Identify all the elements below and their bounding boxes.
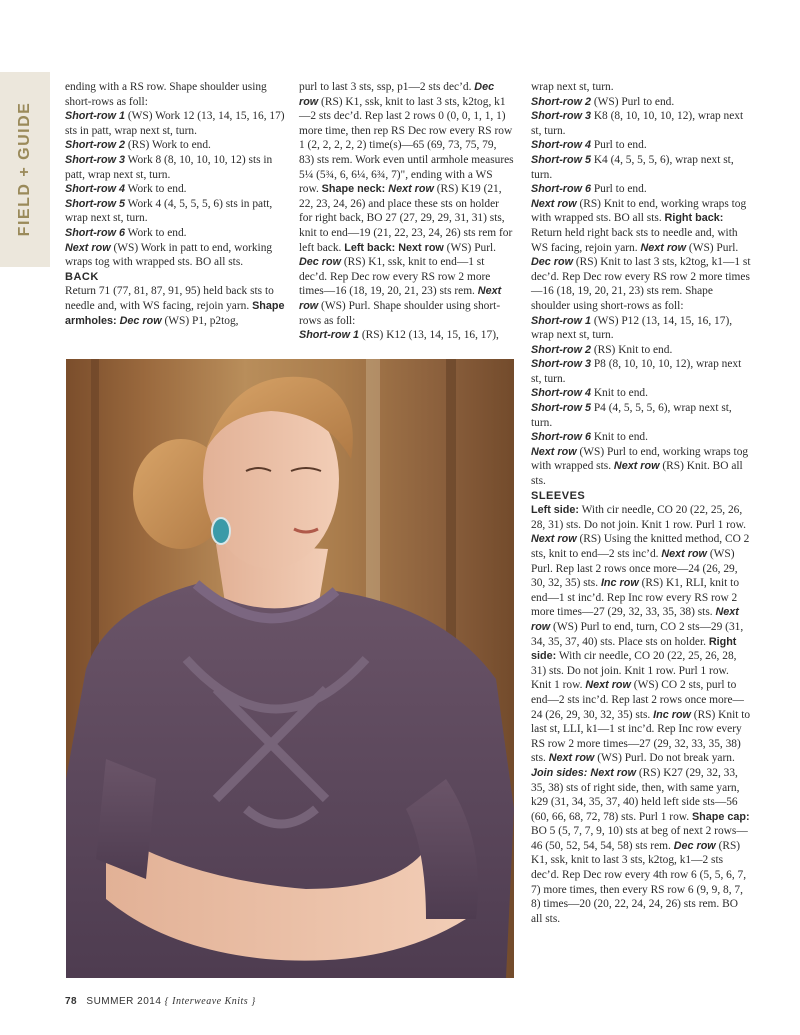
paragraph: Left side: With cir needle, CO 20 (22, 25, 26, 28, 31) sts. Do not join. Knit 1 row. Purl 1 row. Next row (RS) Using the knitted method, CO 2 sts, knit to end—2 sts inc’d. Next row (WS) Purl. Rep last 2 rows once more—24 (26, 29, 30, 32, 35) sts. Inc row (RS) K1, RLI, knit to end—1 st inc’d. Rep Inc row every RS row 2 more times—27 (29, 32, 33, 35, 38) sts. Next row (WS) Purl to end, turn, CO 2 sts—29 (31, 34, 35, 37, 40) sts. Place sts on holder. Right side: With cir needle, CO 20 (22, 25, 26, 28, 31) sts. Do not join. Knit 1 row. Purl 1 row. Knit 1 row. Next row (WS) CO 2 sts, purl to end—2 sts inc’d. Rep last 2 rows once more—24 (26, 29, 30, 32, 35) sts. Inc row (RS) Knit to last st, LLI, k1—1 st inc’d. Rep Inc row every RS row 2 more times—27 (29, 32, 33, 35, 38) sts. Next row (WS) Purl. Do not break yarn. Join sides: Next row (RS) K27 (29, 32, 33, 35, 38) sts of right side, then, with same yarn, k29 (31, 34, 35, 37, 40) held left side sts—56 (60, 66, 68, 72, 78) sts. Purl 1 row. Shape cap: BO 5 (5, 7, 7, 9, 10) sts at beg of next 2 rows—46 (50, 52, 54, 54, 58) sts rem. Dec row (RS) K1, ssk, knit to last 3 sts, k2tog, k1—2 sts dec’d. Rep Dec row every 4th row 6 (5, 5, 6, 7, 7) more times, then every RS row 6 (9, 9, 8, 7, 8) times—20 (20, 22, 24, 24, 26) sts rem. BO all sts.	[531, 504, 751, 925]
paragraph: Next row (RS) Knit to end, working wraps tog with wrapped sts. BO all sts. Right back: Return held right back sts to needle and, with WS facing, rejoin yarn. Next row (WS) Purl. Dec row (RS) Knit to last 3 sts, k2tog, k1—1 st dec’d. Rep Dec row every RS row 2 more times—16 (18, 19, 20, 21, 23) sts rem. Shape shoulder using short-rows as foll:	[531, 197, 751, 312]
paragraph: purl to last 3 sts, ssp, p1—2 sts dec’d. Dec row (RS) K1, ssk, knit to last 3 sts, k2tog, k1—2 sts dec’d. Rep last 2 rows 0 (0, 0, 1, 1, 1) more time, then rep RS Dec row every RS row 1 (2, 2, 2, 2, 2) time(s)—65 (69, 73, 75, 79, 83) sts rem. Work even until armhole measures 5¼ (5¾, 6, 6¼, 6¾, 7)", ending with a WS row. Shape neck: Next row (RS) K19 (21, 22, 23, 24, 26) and place these sts on holder for right back, BO 27 (27, 29, 29, 31, 31) sts, knit to end—19 (21, 22, 23, 24, 26) sts rem for left back. Left back: Next row (WS) Purl. Dec row (RS) K1, ssk, knit to end—1 st dec’d. Rep Dec row every RS row 2 more times—16 (18, 19, 20, 21, 23) sts rem. Next row (WS) Purl. Shape shoulder using short-rows as foll:	[299, 81, 514, 327]
paragraph: ending with a RS row. Shape shoulder using short-rows as foll:	[65, 81, 267, 108]
section-heading-sleeves: SLEEVES	[531, 489, 586, 502]
list-item: Short-row 6 Purl to end.	[531, 183, 647, 196]
text-column-2	[299, 80, 514, 343]
list-item: Short-row 3 Work 8 (8, 10, 10, 10, 12) sts in patt, wrap next st, turn.	[65, 153, 273, 181]
list-item: Short-row 1 (WS) P12 (13, 14, 15, 16, 17), wrap next st, turn.	[531, 314, 733, 342]
list-item: Short-row 2 (RS) Knit to end.	[531, 343, 673, 356]
model-photo	[66, 359, 514, 978]
section-tab	[0, 72, 50, 267]
text-column-1	[65, 80, 285, 328]
list-item: Short-row 3 K8 (8, 10, 10, 10, 12), wrap next st, turn.	[531, 110, 744, 137]
paragraph: Return 71 (77, 81, 87, 91, 95) held back sts to needle and, with WS facing, rejoin yarn. Shape armholes: Dec row (WS) P1, p2tog,	[65, 285, 285, 327]
list-item: Short-row 1 (RS) K12 (13, 14, 15, 16, 17),	[299, 329, 499, 342]
section-tab-label: FIELD + GUIDE	[16, 101, 33, 237]
list-item: Short-row 1 (WS) Work 12 (13, 14, 15, 16, 17) sts in patt, wrap next st, turn.	[65, 110, 285, 137]
list-item: Short-row 5 K4 (4, 5, 5, 5, 6), wrap next st, turn.	[531, 153, 734, 181]
list-item: Short-row 3 P8 (8, 10, 10, 10, 12), wrap next st, turn.	[531, 358, 742, 385]
earring	[212, 518, 230, 544]
section-heading-back: BACK	[65, 270, 99, 283]
magazine-name: { Interweave Knits }	[164, 996, 256, 1007]
issue-label: SUMMER 2014	[86, 996, 162, 1007]
page-footer	[65, 996, 256, 1007]
text-column-3	[531, 80, 751, 926]
list-item: Short-row 2 (WS) Purl to end.	[531, 95, 675, 108]
list-item: Short-row 6 Work to end.	[65, 226, 187, 239]
paragraph: Next row (WS) Purl to end, working wraps tog with wrapped sts. Next row (RS) Knit. BO all sts.	[531, 445, 749, 488]
list-item: Short-row 6 Knit to end.	[531, 431, 648, 444]
list-item: Short-row 4 Work to end.	[65, 183, 187, 196]
list-item: Short-row 5 P4 (4, 5, 5, 5, 6), wrap next st, turn.	[531, 402, 732, 429]
paragraph: wrap next st, turn.	[531, 81, 614, 93]
list-item: Short-row 4 Knit to end.	[531, 387, 648, 400]
list-item: Next row (WS) Work in patt to end, working wraps tog with wrapped sts. BO all sts.	[65, 241, 273, 269]
model-illustration	[66, 359, 514, 978]
list-item: Short-row 4 Purl to end.	[531, 139, 647, 152]
page-number: 78	[65, 996, 78, 1007]
list-item: Short-row 2 (RS) Work to end.	[65, 139, 211, 152]
list-item: Short-row 5 Work 4 (4, 5, 5, 5, 6) sts in patt, wrap next st, turn.	[65, 197, 273, 225]
